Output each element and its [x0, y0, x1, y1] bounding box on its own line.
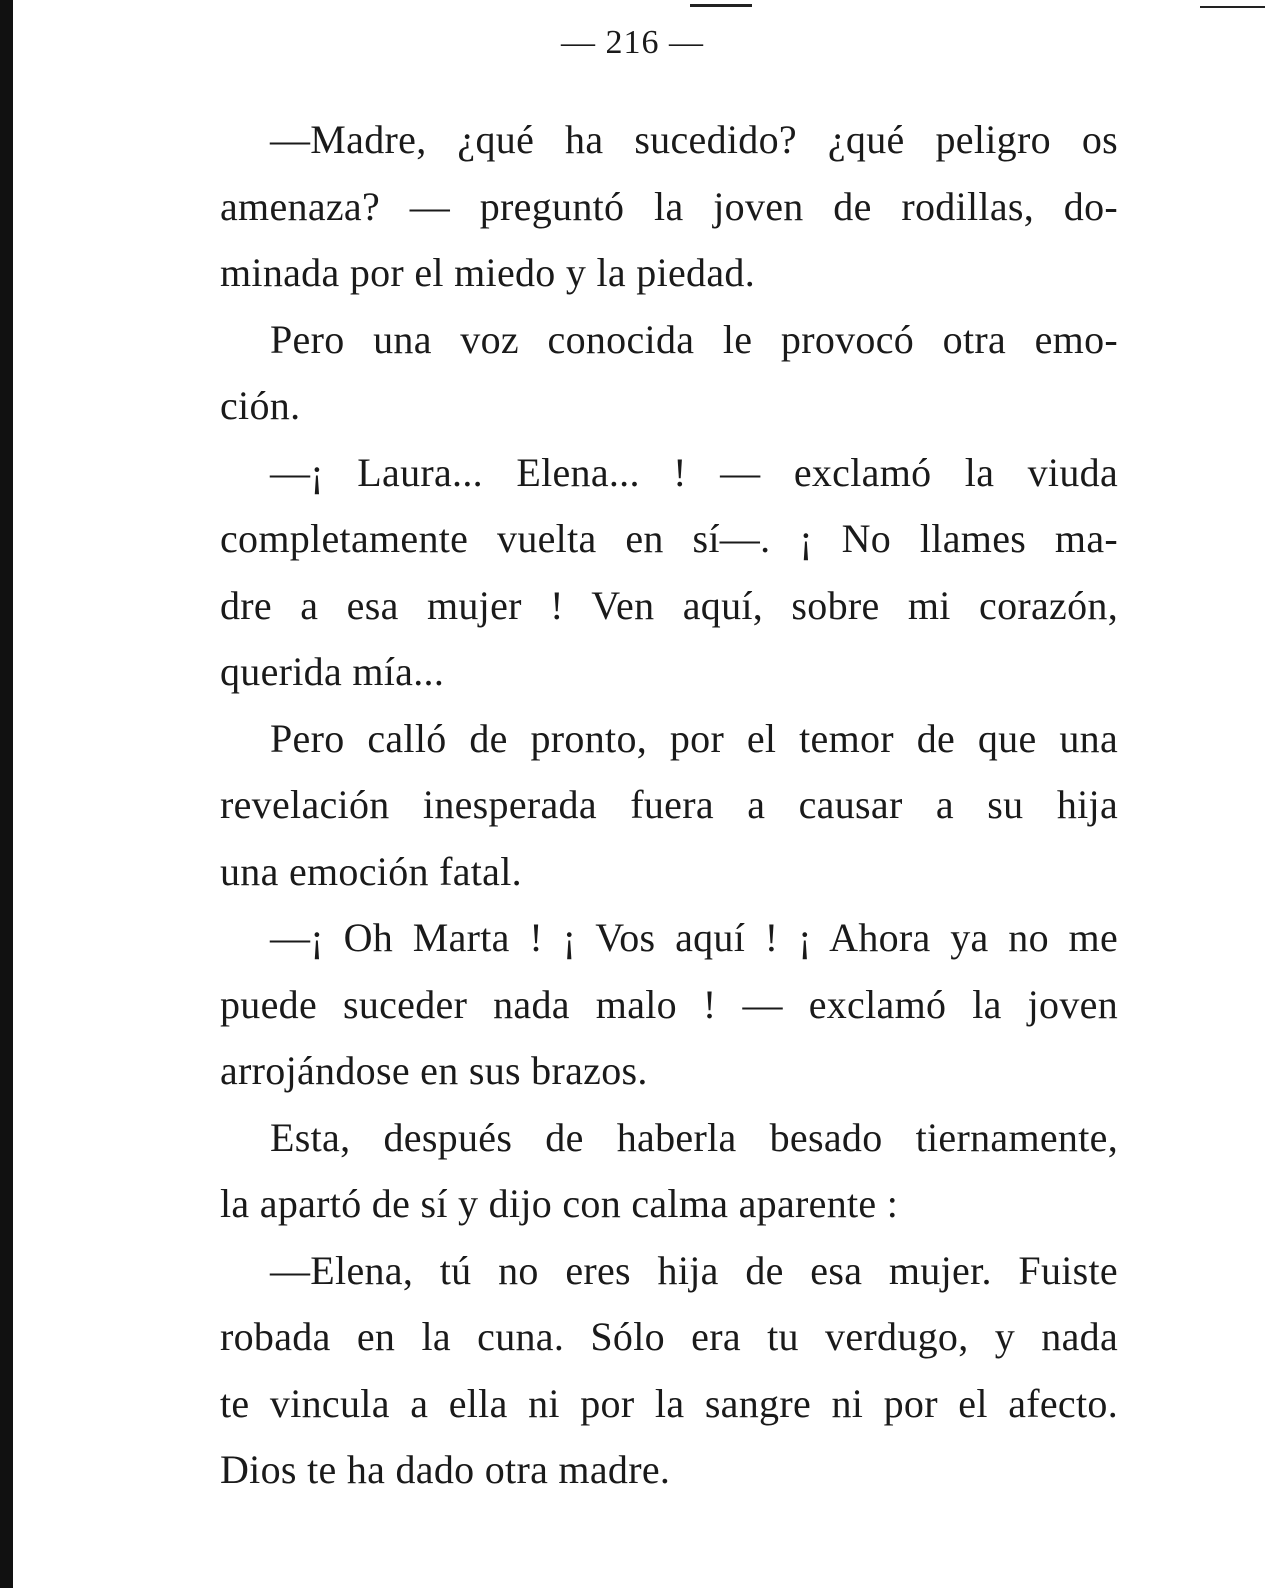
text-line: puede suceder nada malo ! — exclamó la joven	[220, 981, 1118, 1027]
paragraph	[220, 1238, 1118, 1504]
paragraph	[220, 706, 1118, 906]
text-line: Esta, después de haberla besado tiernamente,	[270, 1114, 1118, 1160]
text-line: querida mía...	[220, 649, 445, 694]
paragraph	[220, 107, 1118, 307]
paragraph	[220, 1105, 1118, 1238]
text-line: te vincula a ella ni por la sangre ni por el afecto.	[220, 1380, 1118, 1426]
text-line: —¡ Oh Marta ! ¡ Vos aquí ! ¡ Ahora ya no me	[270, 915, 1118, 960]
text-line: una emoción fatal.	[220, 848, 522, 894]
text-line: —Madre, ¿qué ha sucedido? ¿qué peligro os	[270, 117, 1118, 162]
text-line: dre a esa mujer ! Ven aquí, sobre mi corazón,	[220, 582, 1118, 628]
print-mark	[1200, 6, 1265, 8]
text-line: completamente vuelta en sí—. ¡ No llames ma-	[220, 516, 1118, 561]
book-spine-shadow	[0, 0, 13, 1588]
text-line: Pero calló de pronto, por el temor de que una	[270, 715, 1118, 761]
page-number: — 216 —	[561, 24, 704, 61]
text-line: la apartó de sí y dijo con calma aparente :	[220, 1181, 899, 1226]
text-line: Dios te ha dado otra madre.	[220, 1447, 671, 1492]
print-mark	[690, 4, 752, 7]
text-line: —¡ Laura... Elena... ! — exclamó la viuda	[270, 449, 1118, 495]
paragraph	[220, 905, 1118, 1105]
page-body	[220, 107, 1118, 1504]
text-line: —Elena, tú no eres hija de esa mujer. Fuiste	[270, 1247, 1118, 1293]
paragraph	[220, 440, 1118, 706]
text-line: revelación inesperada fuera a causar a su hija	[220, 782, 1118, 827]
text-line: Pero una voz conocida le provocó otra emo-	[270, 316, 1118, 362]
text-line: minada por el miedo y la piedad.	[220, 250, 755, 295]
text-line: robada en la cuna. Sólo era tu verdugo, y nada	[220, 1314, 1118, 1359]
text-line: ción.	[220, 383, 301, 428]
text-line: amenaza? — preguntó la joven de rodillas, do-	[220, 183, 1118, 229]
text-line: arrojándose en sus brazos.	[220, 1048, 648, 1093]
paragraph	[220, 307, 1118, 440]
